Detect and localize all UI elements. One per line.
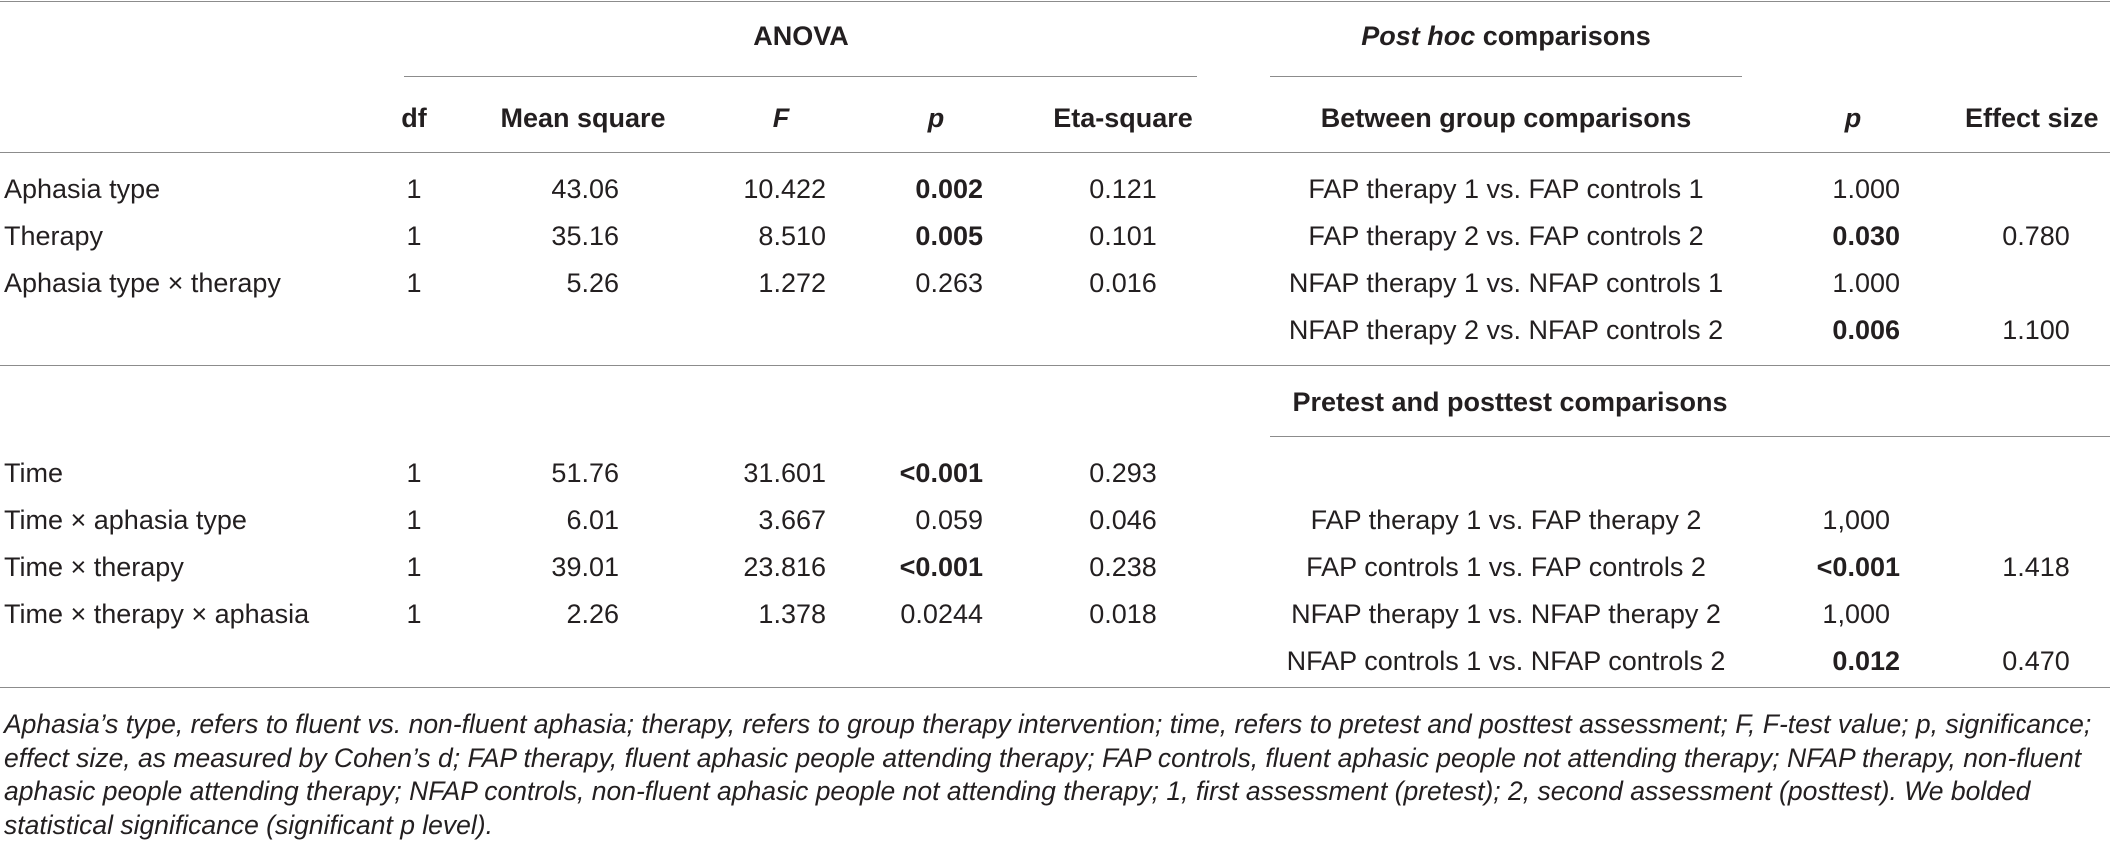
effect-size-cell: 1.100 <box>2002 315 2070 345</box>
col-header-df: df <box>401 103 427 133</box>
comparison-cell: NFAP therapy 1 vs. NFAP controls 1 <box>1288 268 1724 298</box>
p2-cell: 0.012 <box>1832 646 1900 676</box>
p-cell: 0.263 <box>915 268 983 298</box>
eta-cell: 0.293 <box>1089 458 1157 488</box>
p2-cell: <0.001 <box>1816 552 1900 582</box>
comparison-cell: NFAP controls 1 vs. NFAP controls 2 <box>1286 646 1726 676</box>
df-cell: 1 <box>406 458 422 488</box>
mean-square-cell: 51.76 <box>551 458 619 488</box>
mean-square-cell: 6.01 <box>566 505 619 535</box>
effect-label: Time <box>4 458 63 488</box>
eta-cell: 0.238 <box>1089 552 1157 582</box>
top-rule <box>0 1 2110 2</box>
df-cell: 1 <box>406 221 422 251</box>
df-cell: 1 <box>406 552 422 582</box>
comparison-cell: NFAP therapy 2 vs. NFAP controls 2 <box>1288 315 1724 345</box>
f-cell: 8.510 <box>758 221 826 251</box>
col-header-between-group: Between group comparisons <box>1320 103 1692 133</box>
comparison-cell: NFAP therapy 1 vs. NFAP therapy 2 <box>1291 599 1721 629</box>
section-divider-rule <box>0 365 2110 366</box>
anova-span-rule <box>404 76 1197 77</box>
p-cell: 0.005 <box>915 221 983 251</box>
p-cell: <0.001 <box>899 458 983 488</box>
f-cell: 31.601 <box>743 458 826 488</box>
p2-cell: 1,000 <box>1822 599 1890 629</box>
col-header-mean-square: Mean square <box>500 103 666 133</box>
p-cell: <0.001 <box>899 552 983 582</box>
p2-cell: 1,000 <box>1822 505 1890 535</box>
eta-cell: 0.046 <box>1089 505 1157 535</box>
p2-cell: 1.000 <box>1832 268 1900 298</box>
mean-square-cell: 43.06 <box>551 174 619 204</box>
comparison-cell: FAP therapy 2 vs. FAP controls 2 <box>1308 221 1704 251</box>
eta-cell: 0.016 <box>1089 268 1157 298</box>
eta-cell: 0.018 <box>1089 599 1157 629</box>
col-header-p: p <box>927 103 945 133</box>
effect-label: Time × therapy <box>4 552 184 582</box>
effect-label: Therapy <box>4 221 104 251</box>
col-header-f: F <box>772 103 790 133</box>
effect-size-cell: 0.780 <box>2002 221 2070 251</box>
mean-square-cell: 5.26 <box>566 268 619 298</box>
effect-label: Time × aphasia type <box>4 505 247 535</box>
effect-label: Aphasia type × therapy <box>4 268 281 298</box>
pretest-header-rule <box>1270 436 2110 437</box>
f-cell: 1.272 <box>758 268 826 298</box>
anova-group-header: ANOVA <box>753 21 849 51</box>
mean-square-cell: 35.16 <box>551 221 619 251</box>
mean-square-cell: 39.01 <box>551 552 619 582</box>
p2-cell: 0.006 <box>1832 315 1900 345</box>
p-cell: 0.002 <box>915 174 983 204</box>
table-footnote: Aphasia’s type, refers to fluent vs. non-fluent aphasia; therapy, refers to group therapy intervention; time, refers to pretest and posttest assessment; F, F-test value; p, significance; effect size, as measured by Cohen’s d; FAP therapy, fluent aphasic people attending therapy; FAP controls, fluent aphasic people not attending therapy; NFAP therapy, non-fluent aphasic people attending therapy; NFAP controls, non-fluent aphasic people not attending therapy; 1, first assessment (pretest); 2, second assessment (posttest). We bolded statistical significance (significant p level). <box>4 709 2092 840</box>
comparison-cell: FAP controls 1 vs. FAP controls 2 <box>1306 552 1706 582</box>
col-header-effect-size: Effect size <box>1965 103 2099 133</box>
p-cell: 0.0244 <box>900 599 983 629</box>
posthoc-rest-label: comparisons <box>1475 21 1651 51</box>
f-cell: 10.422 <box>743 174 826 204</box>
f-cell: 3.667 <box>758 505 826 535</box>
effect-label: Time × therapy × aphasia <box>4 599 310 629</box>
col-header-eta-square: Eta-square <box>1053 103 1193 133</box>
f-cell: 1.378 <box>758 599 826 629</box>
posthoc-italic-label: Post hoc <box>1361 21 1476 51</box>
p2-cell: 1.000 <box>1832 174 1900 204</box>
mean-square-cell: 2.26 <box>566 599 619 629</box>
posthoc-span-rule <box>1270 76 1742 77</box>
effect-label: Aphasia type <box>4 174 161 204</box>
table-bottom-rule <box>0 687 2110 688</box>
header-bottom-rule <box>0 152 2110 153</box>
effect-size-cell: 1.418 <box>2002 552 2070 582</box>
effect-size-cell: 0.470 <box>2002 646 2070 676</box>
p-cell: 0.059 <box>915 505 983 535</box>
comparison-cell: FAP therapy 1 vs. FAP controls 1 <box>1308 174 1704 204</box>
df-cell: 1 <box>406 268 422 298</box>
pretest-posttest-header: Pretest and posttest comparisons <box>1292 387 1728 417</box>
df-cell: 1 <box>406 505 422 535</box>
col-header-p2: p <box>1844 103 1862 133</box>
f-cell: 23.816 <box>743 552 826 582</box>
comparison-cell: FAP therapy 1 vs. FAP therapy 2 <box>1310 505 1702 535</box>
eta-cell: 0.101 <box>1089 221 1157 251</box>
posthoc-group-header <box>1361 19 1651 53</box>
p2-cell: 0.030 <box>1832 221 1900 251</box>
eta-cell: 0.121 <box>1089 174 1157 204</box>
df-cell: 1 <box>406 174 422 204</box>
df-cell: 1 <box>406 599 422 629</box>
